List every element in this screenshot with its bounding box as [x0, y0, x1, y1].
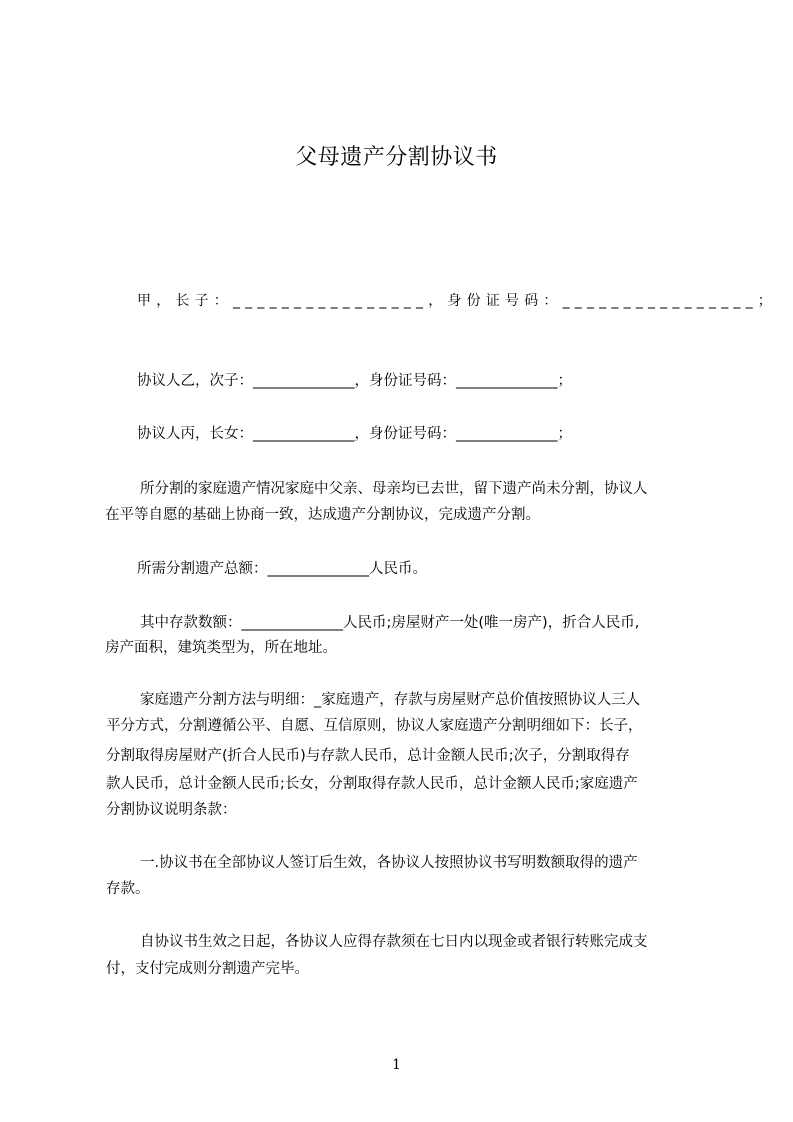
party-c-line: 协议人丙，长女：______________，身份证号码：______________；: [137, 426, 572, 442]
estate-situation-line-2: 在平等自愿的基础上协商一致，达成遗产分割协议，完成遗产分割。: [105, 507, 540, 523]
total-amount-line: 所需分割遗产总额：______________人民币。: [137, 561, 427, 577]
party-b-line: 协议人乙，次子：______________，身份证号码：______________；: [137, 373, 572, 389]
method-line-4: 款人民币，总计金额人民币;长女，分割取得存款人民币，总计金额人民币;家庭遗产: [106, 776, 638, 792]
page-number: 1: [392, 1057, 401, 1073]
method-line-2: 平分方式，分割遵循公平、自愿、互信原则，协议人家庭遗产分割明细如下：长子，: [106, 718, 643, 734]
method-line-5: 分割协议说明条款：: [106, 802, 237, 818]
clause-1-line-1: 一.协议书在全部协议人签订后生效，各协议人按照协议书写明数额取得的遗产: [140, 855, 638, 871]
estate-situation-line-1: 所分割的家庭遗产情况家庭中父亲、母亲均已去世，留下遗产尚未分割，协议人: [140, 481, 648, 497]
party-a-line: 甲，长子：________________，身份证号码：________________；: [137, 293, 777, 309]
document-title: 父母遗产分割协议书: [295, 145, 498, 170]
clause-2-line-2: 付，支付完成则分割遗产完毕。: [106, 961, 309, 977]
deposit-line-2: 房产面积，建筑类型为，所在地址。: [105, 640, 337, 656]
method-line-3: 分割取得房屋财产(折合人民币)与存款人民币，总计金额人民币;次子，分割取得存: [106, 748, 630, 764]
clause-2-line-1: 自协议书生效之日起，各协议人应得存款须在七日内以现金或者银行转账完成支: [140, 934, 648, 950]
clause-1-line-2: 存款。: [106, 881, 150, 897]
method-line-1: 家庭遗产分割方法与明细：_家庭遗产，存款与房屋财产总价值按照协议人三人: [140, 692, 641, 708]
deposit-line-1: 其中存款数额：______________人民币;房屋财产一处(唯一房产)，折合人民币,: [140, 615, 640, 631]
